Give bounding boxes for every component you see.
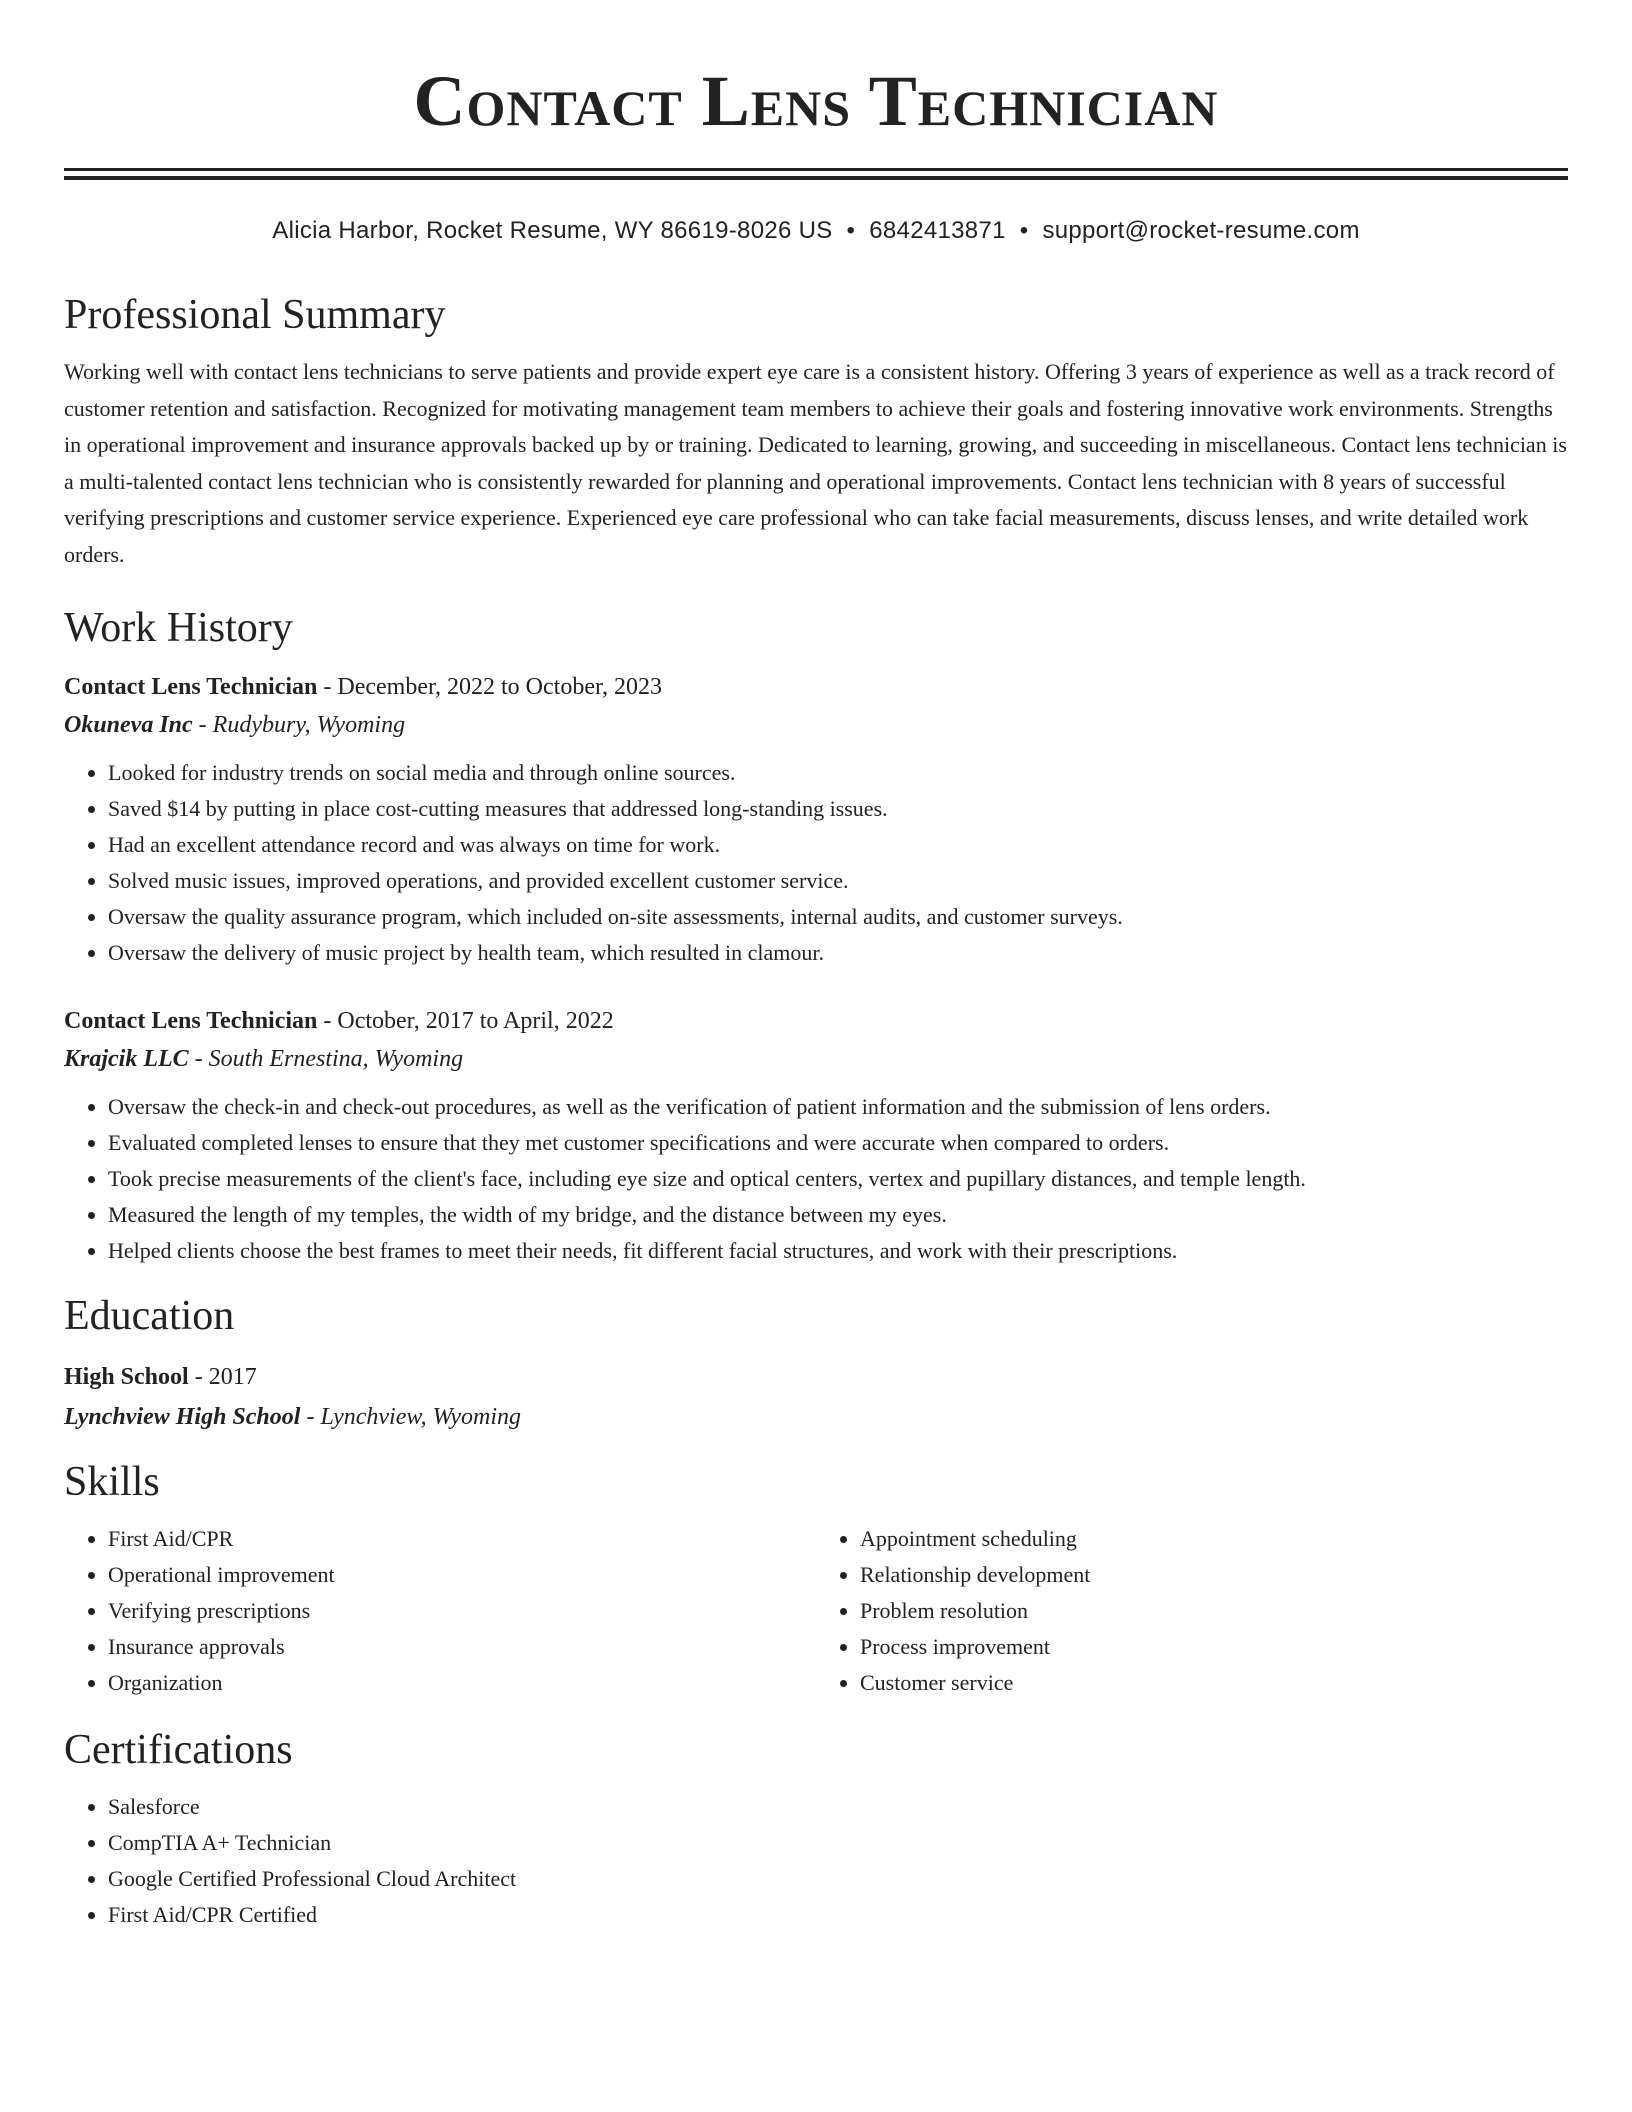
list-item: • Measured the length of my temples, the width of my bridge, and the distance between my eyes. — [108, 1197, 1568, 1233]
education-degree-line — [64, 1357, 1568, 1397]
list-item: • Oversaw the delivery of music project by health team, which resulted in clamour. — [108, 935, 1568, 971]
skills-list-right — [816, 1521, 1568, 1701]
job-location: - Rudybury, Wyoming — [192, 712, 406, 738]
certification-item: • First Aid/CPR Certified — [108, 1897, 1568, 1933]
contact-phone: 6842413871 — [869, 217, 1006, 244]
skills-list-left — [64, 1521, 816, 1701]
job-company: Okuneva Inc — [64, 712, 193, 738]
job-title: Contact Lens Technician — [64, 1008, 318, 1034]
certifications-heading: Certifications — [64, 1727, 293, 1773]
resume-title: Contact Lens Technician — [413, 61, 1219, 141]
certifications-list — [64, 1789, 1568, 1933]
education-degree: High School — [64, 1364, 189, 1390]
education-school: Lynchview High School — [64, 1404, 301, 1430]
education-year: - 2017 — [188, 1364, 257, 1390]
list-item: • Had an excellent attendance record and was always on time for work. — [108, 827, 1568, 863]
skill-item: • Relationship development — [860, 1557, 1568, 1593]
education-school-line — [64, 1397, 1568, 1437]
contact-separator: • — [846, 217, 856, 244]
skill-item: • Verifying prescriptions — [108, 1593, 816, 1629]
job-title-line — [64, 1003, 1568, 1039]
job-company-line — [64, 705, 1568, 745]
skill-item: • Operational improvement — [108, 1557, 816, 1593]
resume-page — [64, 0, 1568, 1933]
job-dates: - December, 2022 to October, 2023 — [317, 674, 663, 700]
job-entry — [64, 669, 1568, 971]
contact-address: Alicia Harbor, Rocket Resume, WY 86619-8026 US — [272, 217, 833, 244]
contact-separator: • — [1019, 217, 1029, 244]
job-company-line — [64, 1039, 1568, 1079]
skill-item: • Process improvement — [860, 1629, 1568, 1665]
skill-item: • Customer service — [860, 1665, 1568, 1701]
skill-item: • First Aid/CPR — [108, 1521, 816, 1557]
education-heading: Education — [64, 1293, 235, 1339]
contact-email: support@rocket-resume.com — [1042, 217, 1360, 244]
skill-item: • Organization — [108, 1665, 816, 1701]
list-item: • Helped clients choose the best frames to meet their needs, fit different facial structures, and work with their prescriptions. — [108, 1233, 1568, 1269]
certification-item: • CompTIA A+ Technician — [108, 1825, 1568, 1861]
list-item: • Saved $14 by putting in place cost-cutting measures that addressed long-standing issues. — [108, 791, 1568, 827]
education-location: - Lynchview, Wyoming — [300, 1404, 522, 1430]
list-item: • Took precise measurements of the client's face, including eye size and optical centers, vertex and pupillary distances, and temple length. — [108, 1161, 1568, 1197]
summary-text: Working well with contact lens technicians to serve patients and provide expert eye care is a consistent history. Offering 3 years of experience as well as a track record of customer retention and satisfaction. Recognized for motivating management team members to achieve their goals and fostering innovative work environments. Strengths in operational improvement and insurance approvals backed up by or training. Dedicated to learning, growing, and succeeding in miscellaneous. Contact lens technician is a multi-talented contact lens technician who is consistently rewarded for planning and operational improvements. Contact lens technician with 8 years of successful verifying prescriptions and customer service experience. Experienced eye care professional who can take facial measurements, discuss lenses, and write detailed work orders. — [64, 359, 1567, 567]
contact-line — [64, 214, 1568, 248]
certification-item: • Salesforce — [108, 1789, 1568, 1825]
job-location: - South Ernestina, Wyoming — [188, 1046, 464, 1072]
list-item: • Evaluated completed lenses to ensure that they met customer specifications and were accurate when compared to orders. — [108, 1125, 1568, 1161]
certification-item: • Google Certified Professional Cloud Architect — [108, 1861, 1568, 1897]
title-divider-thin — [64, 176, 1568, 180]
skill-item: • Appointment scheduling — [860, 1521, 1568, 1557]
title-divider-thick — [64, 168, 1568, 171]
job-entry — [64, 1003, 1568, 1269]
list-item: • Oversaw the quality assurance program, which included on-site assessments, internal audits, and customer surveys. — [108, 899, 1568, 935]
job-bullets — [64, 1089, 1568, 1269]
job-bullets — [64, 755, 1568, 971]
list-item: • Oversaw the check-in and check-out procedures, as well as the verification of patient information and the submission of lens orders. — [108, 1089, 1568, 1125]
skill-item: • Insurance approvals — [108, 1629, 816, 1665]
skill-item: • Problem resolution — [860, 1593, 1568, 1629]
job-company: Krajcik LLC — [64, 1046, 189, 1072]
job-title-line — [64, 669, 1568, 705]
skills-columns — [64, 1521, 1568, 1701]
job-dates: - October, 2017 to April, 2022 — [317, 1008, 614, 1034]
summary-heading: Professional Summary — [64, 292, 446, 338]
skills-heading: Skills — [64, 1459, 160, 1505]
list-item: • Looked for industry trends on social media and through online sources. — [108, 755, 1568, 791]
job-title: Contact Lens Technician — [64, 674, 318, 700]
list-item: • Solved music issues, improved operations, and provided excellent customer service. — [108, 863, 1568, 899]
work-history-heading: Work History — [64, 605, 293, 651]
